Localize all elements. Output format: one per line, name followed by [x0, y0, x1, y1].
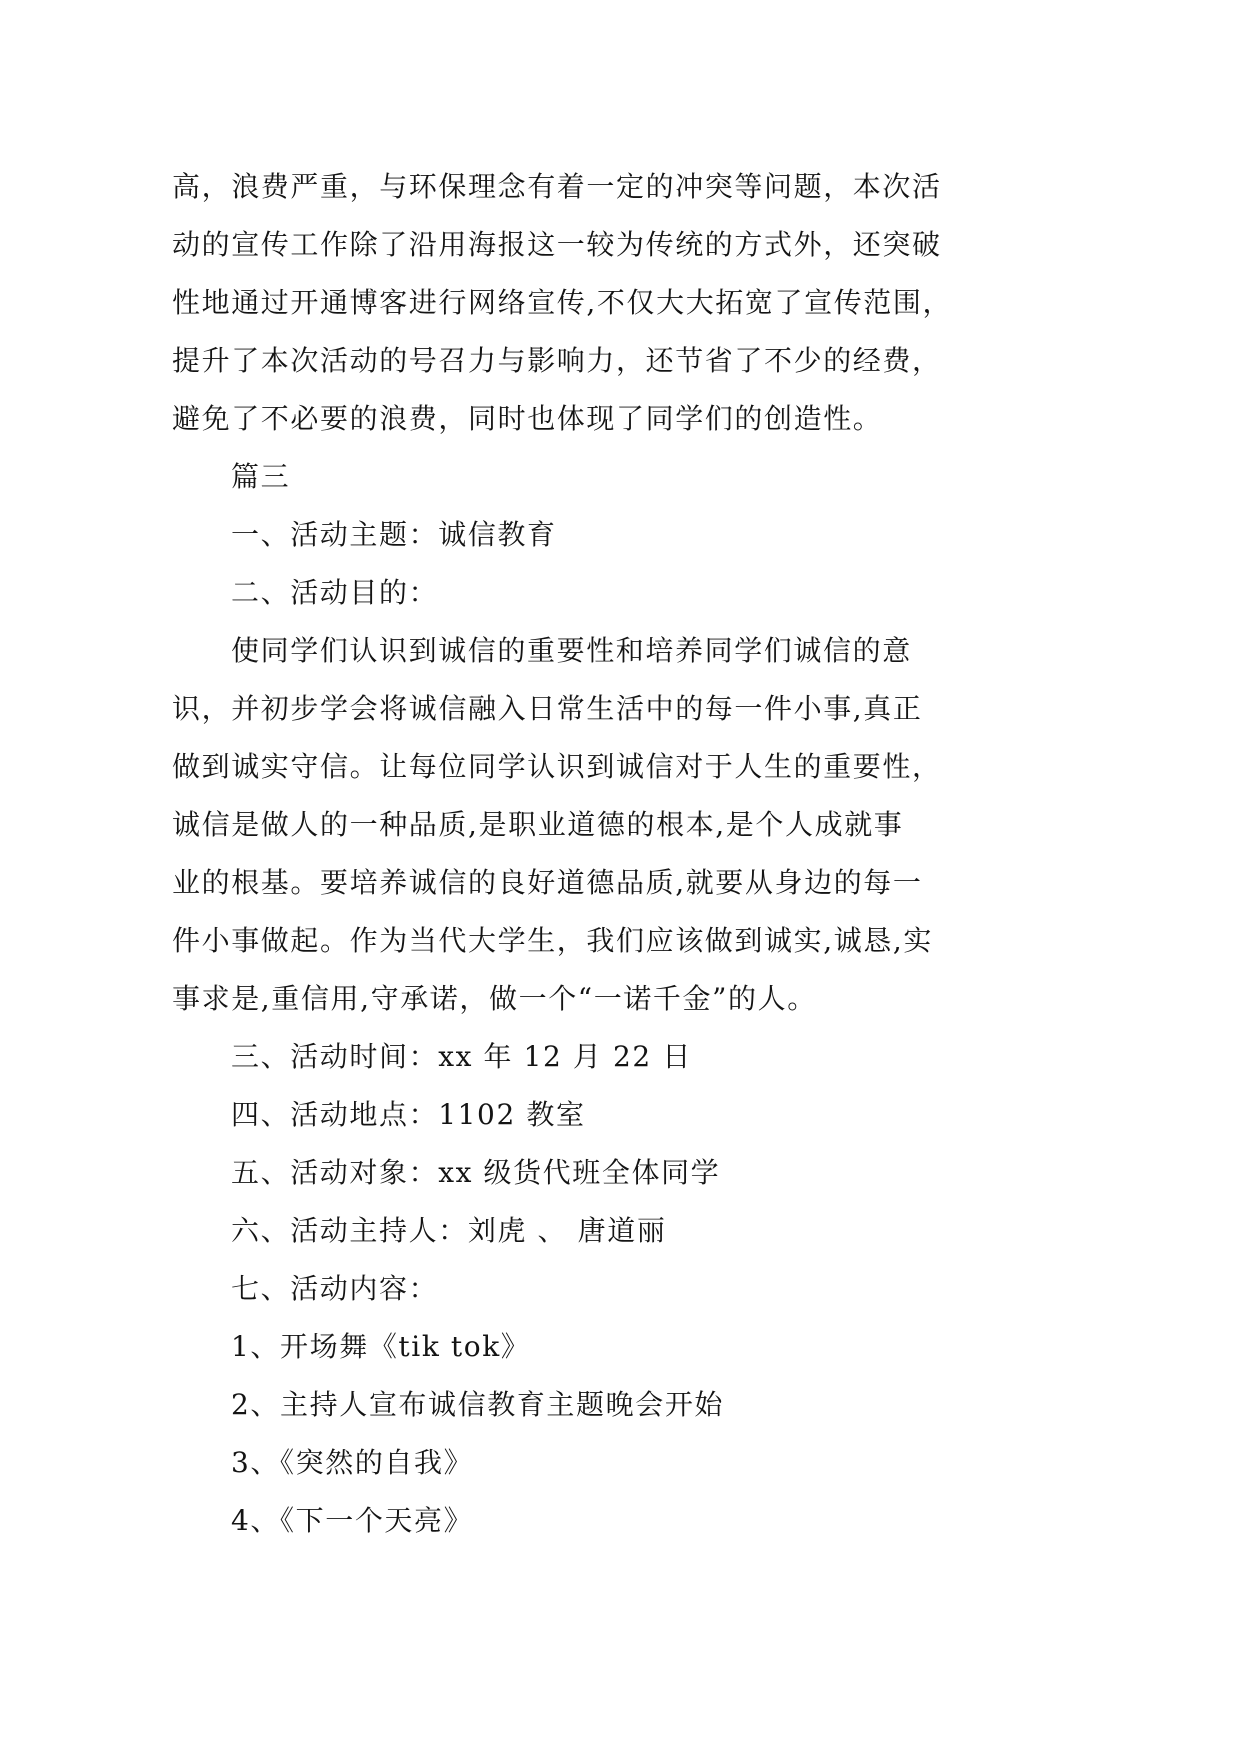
content-heading: 七、活动内容： [231, 1272, 439, 1305]
program-item: 3、《突然的自我》 [231, 1446, 474, 1479]
program-list [172, 1318, 1072, 1550]
paragraph-line: 高，浪费严重，与环保理念有着一定的冲突等问题，本次活 [172, 170, 942, 203]
theme-value: 诚信教育 [438, 518, 557, 551]
hosts-value: 刘虎 、 唐道丽 [467, 1214, 667, 1247]
activity-location [172, 1086, 1072, 1144]
paragraph-line: 避免了不必要的浪费，同时也体现了同学们的创造性。 [172, 402, 883, 435]
activity-theme [172, 506, 1072, 564]
purpose-heading: 二、活动目的： [231, 576, 439, 609]
paragraph-line: 件小事做起。作为当代大学生，我们应该做到诚实,诚恳,实 [172, 924, 934, 957]
program-item: 2、主持人宣布诚信教育主题晚会开始 [231, 1388, 725, 1421]
activity-audience [172, 1144, 1072, 1202]
location-value: 1102 教室 [438, 1098, 586, 1131]
audience-value: xx 级货代班全体同学 [438, 1156, 721, 1189]
activity-time [172, 1028, 1072, 1086]
paragraph-line: 性地通过开通博客进行网络宣传,不仅大大拓宽了宣传范围， [172, 286, 953, 319]
paragraph-line: 识，并初步学会将诚信融入日常生活中的每一件小事,真正 [172, 692, 923, 725]
paragraph-line: 诚信是做人的一种品质,是职业道德的根本,是个人成就事 [172, 808, 904, 841]
continued-paragraph [172, 158, 1072, 448]
activity-hosts [172, 1202, 1072, 1260]
paragraph-line: 使同学们认识到诚信的重要性和培养同学们诚信的意 [231, 634, 912, 667]
program-item: 1、开场舞《tik tok》 [231, 1330, 531, 1363]
hosts-label: 六、活动主持人： [231, 1214, 468, 1247]
time-value: xx 年 12 月 22 日 [438, 1040, 692, 1073]
paragraph-line: 做到诚实守信。让每位同学认识到诚信对于人生的重要性， [172, 750, 942, 783]
paragraph-line: 业的根基。要培养诚信的良好道德品质,就要从身边的每一 [172, 866, 923, 899]
location-label: 四、活动地点： [231, 1098, 439, 1131]
theme-label: 一、活动主题： [231, 518, 439, 551]
audience-label: 五、活动对象： [231, 1156, 439, 1189]
paragraph-line: 动的宣传工作除了沿用海报这一较为传统的方式外，还突破 [172, 228, 942, 261]
time-label: 三、活动时间： [231, 1040, 439, 1073]
purpose-paragraph [172, 622, 1072, 1028]
paragraph-line: 提升了本次活动的号召力与影响力，还节省了不少的经费， [172, 344, 942, 377]
paragraph-line: 事求是,重信用,守承诺，做一个“一诺千金”的人。 [172, 982, 817, 1015]
document-body [172, 158, 1072, 1550]
section-title: 篇三 [231, 460, 291, 493]
program-item: 4、《下一个天亮》 [231, 1504, 474, 1537]
